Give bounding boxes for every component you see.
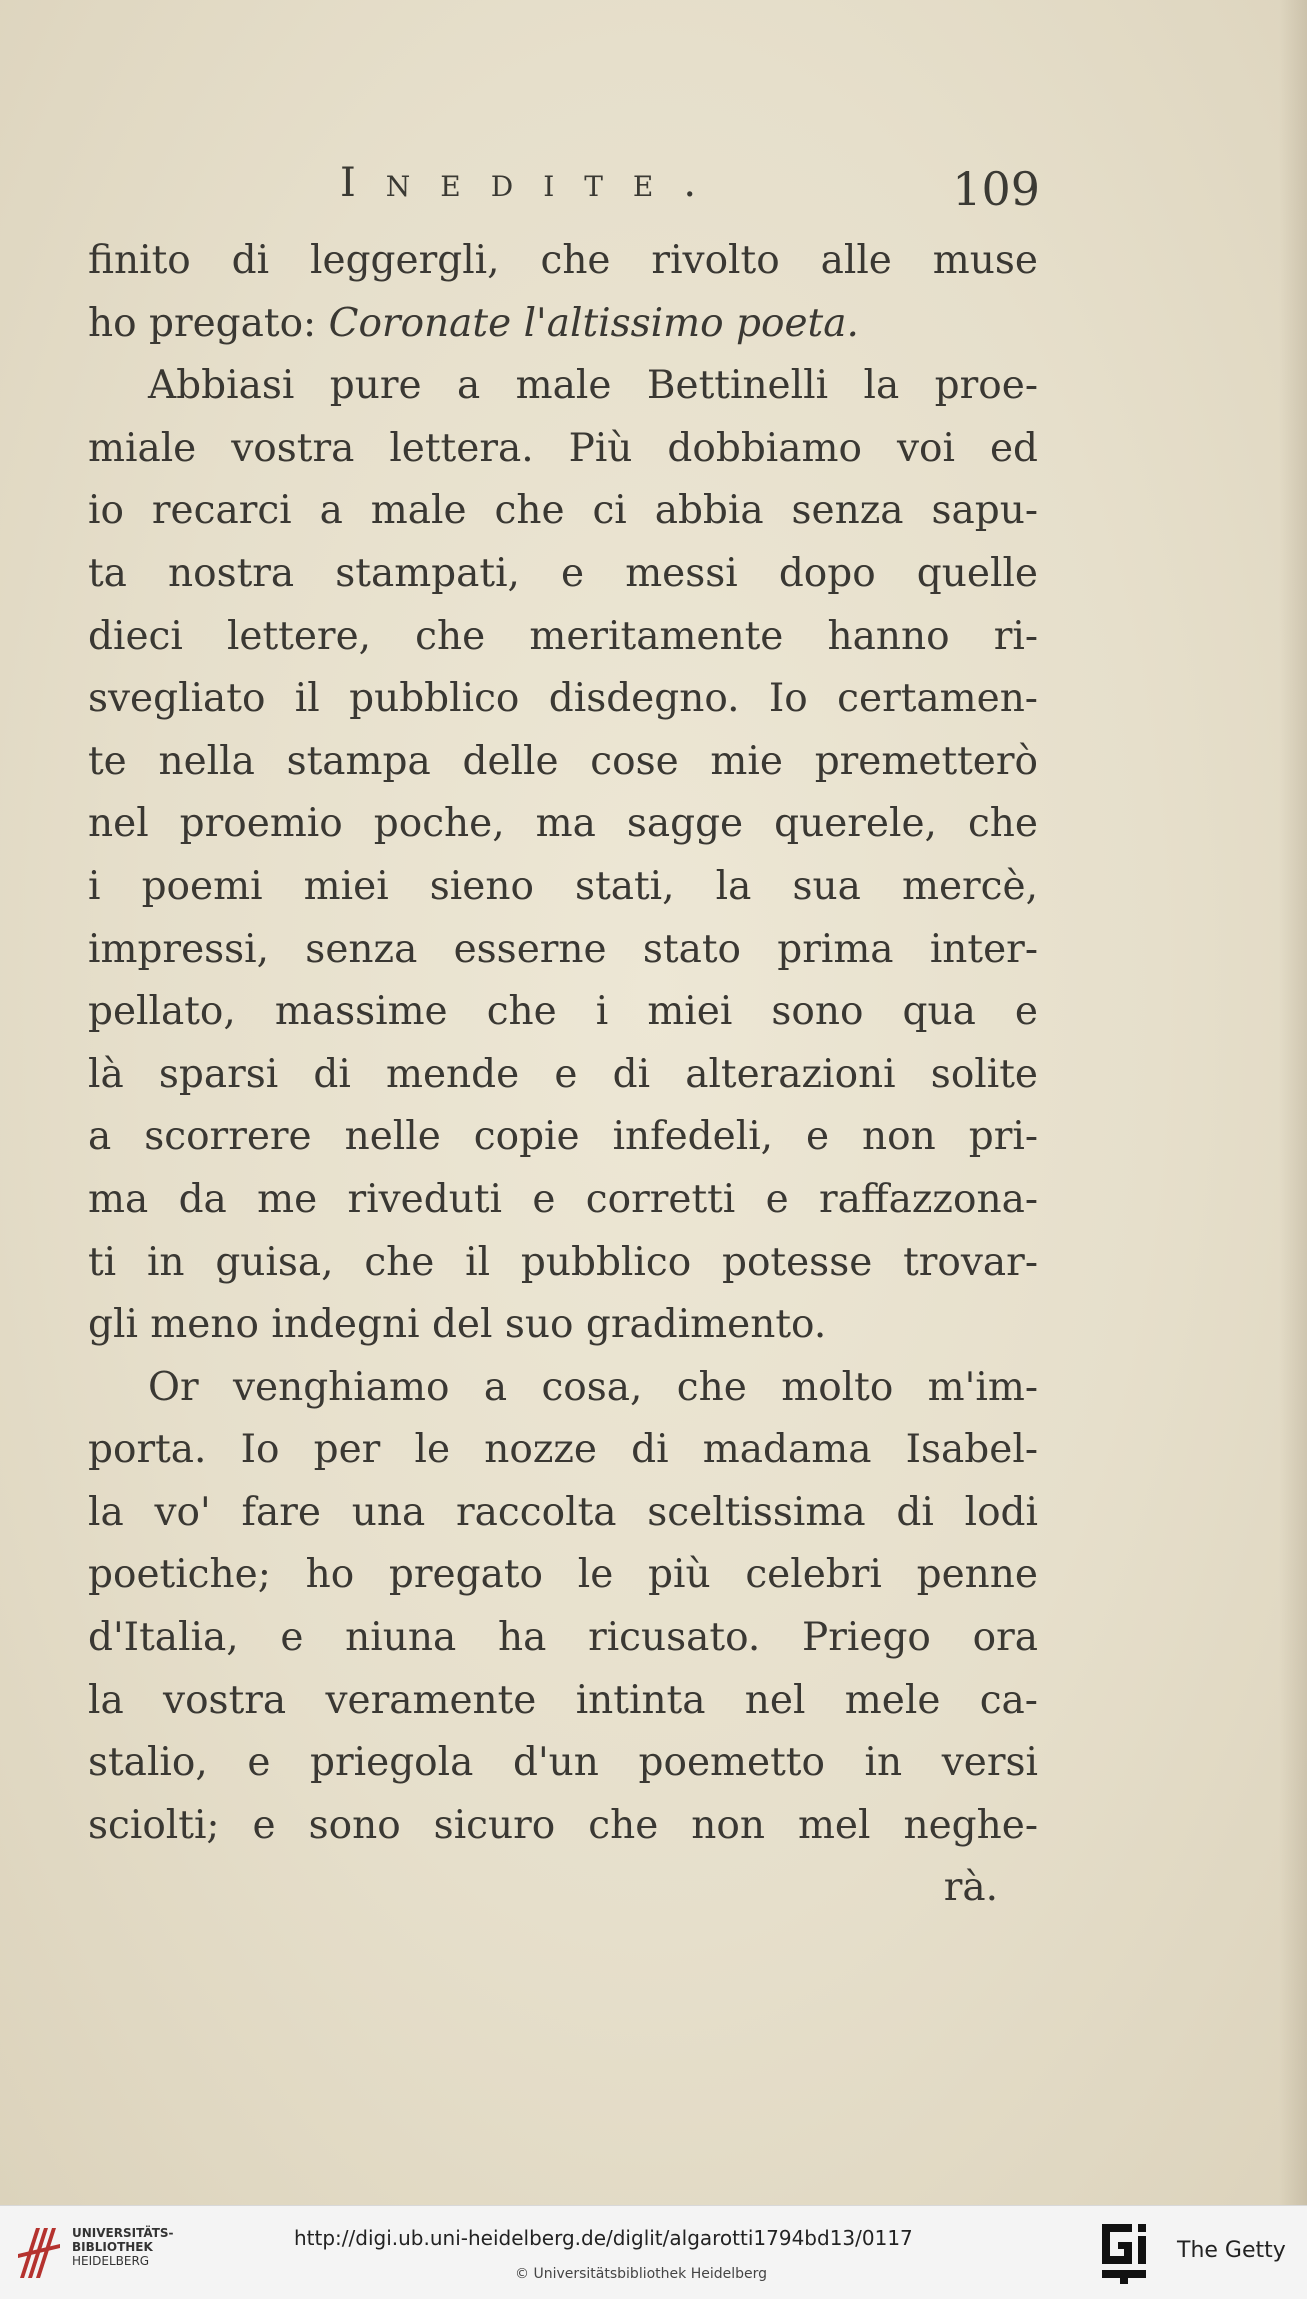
library-name-line: UNIVERSITÄTS-: [72, 2226, 174, 2240]
running-title: Inedite.: [340, 160, 727, 206]
text-line: porta. Io per le nozze di madama Isabel-: [88, 1427, 1038, 1473]
paragraph-end: gli meno indegni del suo gradimento.: [88, 1302, 827, 1348]
text-line: finito di leggergli, che rivolto alle muse: [88, 238, 1038, 283]
text-line: d'Italia, e niuna ha ricusato. Priego ora: [88, 1615, 1038, 1661]
page-edge-shadow: [1279, 0, 1307, 2205]
catchword: rà.: [943, 1865, 998, 1911]
viewer-footer: [0, 2205, 1307, 2299]
text-line: miale vostra lettera. Più dobbiamo voi ed: [88, 425, 1038, 471]
text-line: la vostra veramente intinta nel mele ca-: [88, 1677, 1038, 1723]
text-line: là sparsi di mende e di alterazioni solite: [88, 1051, 1038, 1097]
quoted-verse: Coronate l'altissimo poeta.: [328, 300, 859, 346]
text-line: a scorrere nelle copie infedeli, e non pri-: [88, 1114, 1038, 1160]
text-line: i poemi miei sieno stati, la sua mercè,: [88, 863, 1038, 909]
copyright-notice: © Universitätsbibliothek Heidelberg: [515, 2266, 768, 2282]
text-line: sciolti; e sono sicuro che non mel neghe-: [88, 1802, 1038, 1848]
text-line: ta nostra stampati, e messi dopo quelle: [88, 550, 1038, 596]
paragraph-start: Abbiasi pure a male Bettinelli la proe-: [148, 363, 1038, 409]
text-line: pellato, massime che i miei sono qua e: [88, 989, 1038, 1035]
text-line: ma da me riveduti e corretti e raffazzona-: [88, 1176, 1038, 1222]
body-text: [88, 230, 1038, 1920]
permalink-url[interactable]: http://digi.ub.uni-heidelberg.de/diglit/algarotti1794bd13/0117: [294, 2226, 913, 2250]
text-line: la vo' fare una raccolta sceltissima di lodi: [88, 1489, 1038, 1535]
page-number: 109: [952, 162, 1040, 216]
text-line: impressi, senza esserne stato prima inter-: [88, 926, 1038, 972]
library-name: [72, 2226, 174, 2268]
partner-name: The Getty: [1177, 2238, 1286, 2263]
text-line: [88, 293, 1038, 356]
text-line: stalio, e priegola d'un poemetto in versi: [88, 1740, 1038, 1786]
text-line: svegliato il pubblico disdegno. Io certamen-: [88, 676, 1038, 722]
text-line: dieci lettere, che meritamente hanno ri-: [88, 613, 1038, 659]
text-line: ti in guisa, che il pubblico potesse trovar-: [88, 1239, 1038, 1285]
getty-logo-icon: [1100, 2222, 1156, 2284]
text-line: poetiche; ho pregato le più celebri penne: [88, 1552, 1038, 1598]
library-name-line: BIBLIOTHEK: [72, 2240, 153, 2254]
text-line: io recarci a male che ci abbia senza sapu-: [88, 488, 1038, 534]
library-name-line: HEIDELBERG: [72, 2254, 150, 2268]
university-library-logo-icon: [14, 2220, 64, 2284]
text-line: te nella stampa delle cose mie premetterò: [88, 738, 1038, 784]
page-header: [330, 160, 1050, 230]
text-line: nel proemio poche, ma sagge querele, che: [88, 801, 1038, 847]
text-line-start: ho pregato:: [88, 300, 317, 346]
paragraph-start: Or venghiamo a cosa, che molto m'im-: [148, 1364, 1038, 1410]
